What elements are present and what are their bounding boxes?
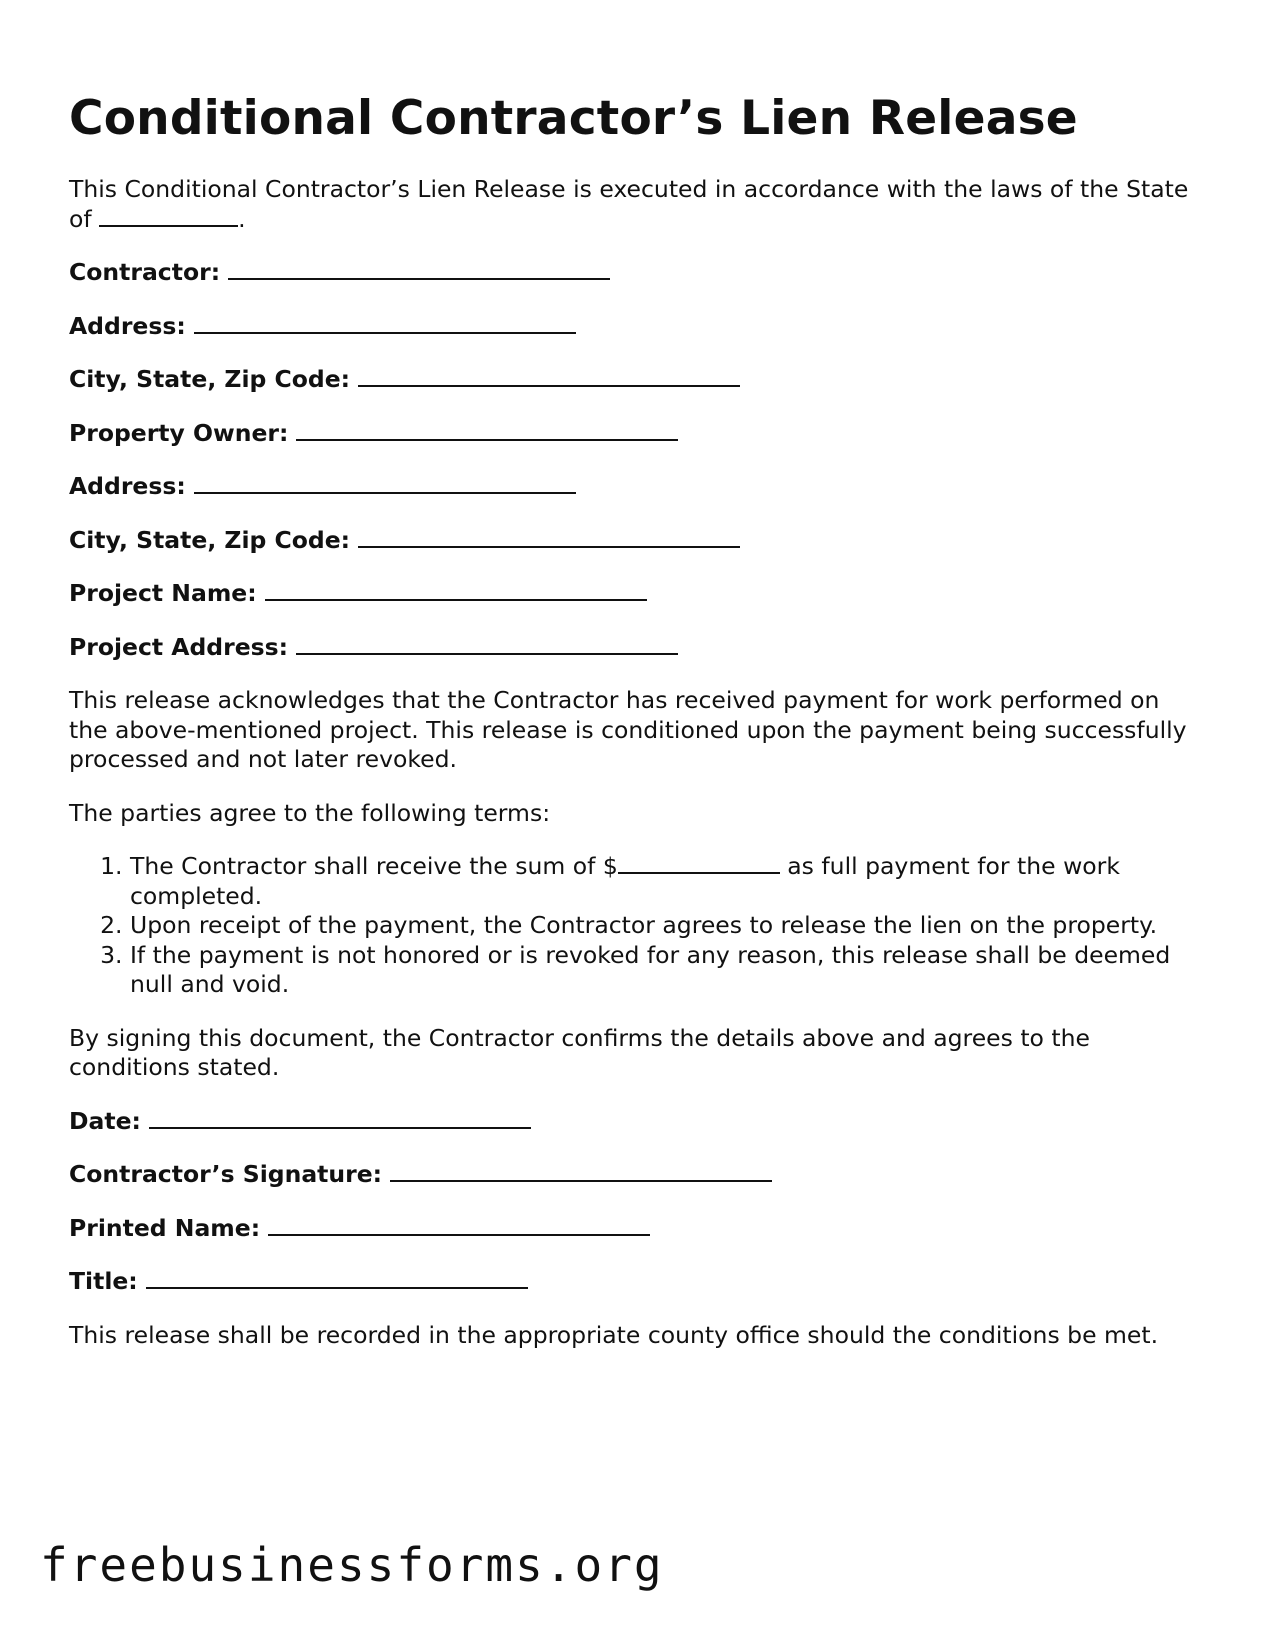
contractor-signature-field <box>69 1160 1199 1190</box>
field-label: Contractor’s Signature: <box>69 1160 383 1188</box>
owner-address-blank[interactable] <box>194 472 576 494</box>
contractor-city-state-zip-field <box>69 365 1199 395</box>
term-1-before: The Contractor shall receive the sum of $ <box>130 852 618 880</box>
field-label: Title: <box>69 1267 138 1295</box>
field-label: Date: <box>69 1106 141 1135</box>
field-label: Property Owner: <box>69 418 289 447</box>
field-label: Project Name: <box>69 579 257 607</box>
project-name-blank[interactable] <box>265 579 647 601</box>
owner-city-state-zip-blank[interactable] <box>358 526 740 548</box>
date-field <box>69 1107 1199 1137</box>
payment-amount-blank[interactable] <box>618 854 780 874</box>
terms-list <box>69 852 1199 1000</box>
intro-paragraph <box>69 175 1199 234</box>
intro-text-after: . <box>238 204 246 233</box>
contractor-field <box>69 258 1199 288</box>
closing-paragraph: This release shall be recorded in the appropriate county office should the conditions be met. <box>69 1320 1159 1349</box>
project-address-blank[interactable] <box>296 633 678 655</box>
field-label: Address: <box>69 311 186 340</box>
term-item-2: 2. Upon receipt of the payment, the Contractor agrees to release the lien on the property. <box>130 911 1199 941</box>
intro-text-before: This Conditional Contractor’s Lien Release is executed in accordance with the laws of the State of <box>69 175 1189 233</box>
field-label: Project Address: <box>69 632 289 661</box>
project-name-field <box>69 579 1199 609</box>
contractor-signature-blank[interactable] <box>390 1160 772 1182</box>
contractor-address-field <box>69 312 1199 342</box>
document-page <box>69 84 1199 1350</box>
printed-name-blank[interactable] <box>268 1214 650 1236</box>
confirmation-paragraph: By signing this document, the Contractor confirms the details above and agrees to the conditions stated. <box>69 1023 1090 1081</box>
field-label: Printed Name: <box>69 1213 261 1242</box>
property-owner-blank[interactable] <box>296 419 678 441</box>
footer-brand: freebusinessforms.org <box>40 1538 664 1592</box>
term-item-3: 3. If the payment is not honored or is revoked for any reason, this release shall be deemed null and void. <box>130 941 1199 1000</box>
printed-name-field <box>69 1214 1199 1244</box>
field-label: Contractor: <box>69 258 221 286</box>
contractor-address-blank[interactable] <box>194 312 576 334</box>
date-blank[interactable] <box>149 1107 531 1129</box>
contractor-blank[interactable] <box>228 258 610 280</box>
owner-city-state-zip-field <box>69 526 1199 556</box>
project-address-field <box>69 633 1199 663</box>
field-label: Address: <box>69 472 186 500</box>
owner-address-field <box>69 472 1199 502</box>
state-blank[interactable] <box>99 207 238 227</box>
field-label: City, State, Zip Code: <box>69 365 351 393</box>
field-label: City, State, Zip Code: <box>69 525 351 554</box>
acknowledgement-paragraph: This release acknowledges that the Contractor has received payment for work performed on the above-mentioned project. This release is conditioned upon the payment being successfully processed and not later revoked. <box>69 686 1187 773</box>
title-blank[interactable] <box>146 1267 528 1289</box>
term-1-after: as full payment for the work completed. <box>130 852 1120 910</box>
terms-intro: The parties agree to the following terms: <box>69 798 551 827</box>
title-field <box>69 1267 1199 1297</box>
term-item-1 <box>130 852 1199 911</box>
document-title: Conditional Contractor’s Lien Release <box>69 91 1078 146</box>
property-owner-field <box>69 419 1199 449</box>
contractor-city-state-zip-blank[interactable] <box>358 365 740 387</box>
